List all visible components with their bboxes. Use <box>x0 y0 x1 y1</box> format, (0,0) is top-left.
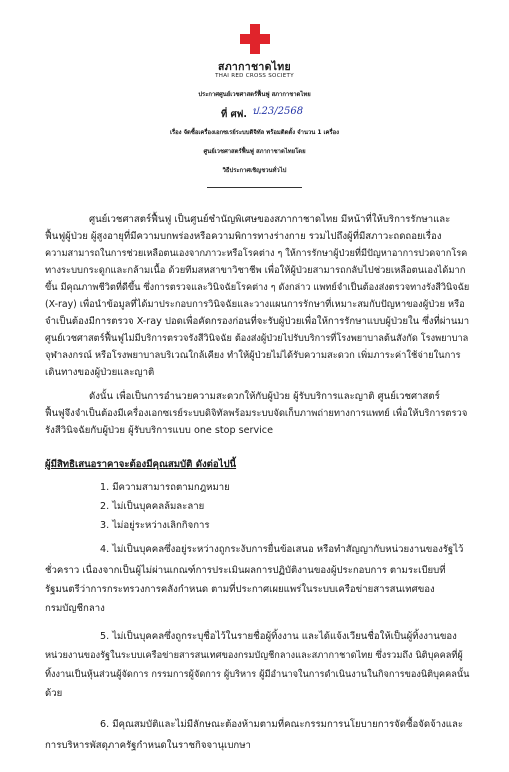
qualification-item-6-line: การบริหารพัสดุภาครัฐกำหนดในราชกิจจานุเบกษา <box>45 740 251 751</box>
para1-line: ขึ้น มีคุณภาพชีวิตที่ดีขึ้น ซึ่งการตรวจและวินิจฉัยโรคต่าง ๆ ดังกล่าว แพทย์จำเป็นต้องส่งตรวจทางรังสีวินิจฉัย <box>45 282 470 293</box>
header-divider <box>207 187 302 188</box>
para1-line: ฟื้นฟูผู้ป่วย ผู้สูงอายุที่มีความบกพร่องหรือความพิการทางร่างกาย รวมไปถึงผู้ที่มีสภาวะถดถอยเรื่อง <box>45 231 442 242</box>
announcement-issuer: ศูนย์เวชศาสตร์ฟื้นฟู สภากาชาดไทยโดย <box>203 149 306 155</box>
reference-number-handwritten: ป.23/2568 <box>252 106 304 117</box>
qualification-item-5-line: 5. ไม่เป็นบุคคลซึ่งถูกระบุชื่อไว้ในรายชื่อผู้ทิ้งงาน และได้แจ้งเวียนชื่อให้เป็นผู้ทิ้งงานของ <box>100 631 457 642</box>
para1-line: ทางระบบกระดูกและกล้ามเนื้อ ด้วยทีมสหสาขาวิชาชีพ เพื่อให้ผู้ป่วยสามารถกลับไปช่วยเหลือตนเองได้มาก <box>45 265 466 276</box>
para1-line: จุฬาลงกรณ์ หรือโรงพยาบาลบริเวณใกล้เคียง ทำให้ผู้ป่วยไม่ได้รับความสะดวก เพิ่มภาระค่าใช้จ่ายในการ <box>45 350 461 361</box>
procurement-method: วิธีประกาศเชิญชวนทั่วไป <box>222 168 287 174</box>
org-name-english: THAI RED CROSS SOCIETY <box>215 73 294 79</box>
para2-line: ฟื้นฟูจึงจำเป็นต้องมีเครื่องเอกซเรย์ระบบดิจิทัลพร้อมระบบจัดเก็บภาพถ่ายทางการแพทย์ เพื่อให้บริการตรวจ <box>45 408 468 419</box>
para1-line: (X-ray) เพื่อนำข้อมูลที่ได้มาประกอบการวินิจฉัยและวางแผนการรักษาที่เหมาะสมกับปัญหาของผู้ป่วย หรือ <box>45 299 465 310</box>
para1-line: ศูนย์เวชศาสตร์ฟื้นฟู เป็นศูนย์ชำนัญพิเศษของสภากาชาดไทย มีหน้าที่ให้บริการรักษาและ <box>89 214 451 225</box>
qualification-item-4-line: กรมบัญชีกลาง <box>45 603 105 614</box>
qualification-item-5-line: หน่วยงานของรัฐในระบบเครือข่ายสารสนเทศของกรมบัญชีกลางและสภากาชาดไทย ซึ่งรวมถึง นิติบุคคลที่ผู้ <box>45 650 463 661</box>
qualification-item: 2. ไม่เป็นบุคคลล้มละลาย <box>100 501 205 512</box>
qualification-item-4-line: รัฐมนตรีว่าการกระทรวงการคลังกำหนด ตามที่ประกาศเผยแพร่ในระบบเครือข่ายสารสนเทศของ <box>45 584 435 595</box>
para1-line: ศูนย์เวชศาสตร์ฟื้นฟูไม่มีบริการตรวจรังสีวินิจฉัย ต้องส่งผู้ป่วยไปรับบริการที่โรงพยาบาลต้นสังกัด โรงพยาบาล <box>45 333 469 344</box>
red-cross-icon <box>240 24 270 54</box>
reference-label: ที่ ศฟ. <box>221 109 247 120</box>
qualification-item-4-line: 4. ไม่เป็นบุคคลซึ่งอยู่ระหว่างถูกระงับการยื่นข้อเสนอ หรือทำสัญญากับหน่วยงานของรัฐไว้ <box>100 544 464 555</box>
announcement-subject: เรื่อง จัดซื้อเครื่องเอกซเรย์ระบบดิจิทัล พร้อมติดตั้ง จำนวน 1 เครื่อง <box>169 130 340 136</box>
qualification-item: 3. ไม่อยู่ระหว่างเลิกกิจการ <box>100 520 210 531</box>
qualification-item-5-line: ด้วย <box>45 688 63 699</box>
para2-line: ดังนั้น เพื่อเป็นการอำนวยความสะดวกให้กับผู้ป่วย ผู้รับบริการและญาติ ศูนย์เวชศาสตร์ <box>89 391 440 402</box>
qualification-item-5-line: ทิ้งงานเป็นหุ้นส่วนผู้จัดการ กรรมการผู้จัดการ ผู้บริหาร ผู้มีอำนาจในการดำเนินงานในกิจการของนิติบุคคลนั้น <box>45 669 470 680</box>
qualification-item-6-line: 6. มีคุณสมบัติและไม่มีลักษณะต้องห้ามตามที่คณะกรรมการนโยบายการจัดซื้อจัดจ้างและ <box>100 719 463 730</box>
para1-line: ความสามารถในการช่วยเหลือตนเองจากภาวะหรือโรคต่าง ๆ ให้การรักษาผู้ป่วยที่มีปัญหาอาการปวดจากโรค <box>45 248 468 259</box>
red-cross-horizontal-bar <box>240 34 270 44</box>
para1-line: จำเป็นต้องมีการตรวจ X-ray ปอดเพื่อคัดกรองก่อนที่จะรับผู้ป่วยเพื่อให้การรักษาแบบผู้ป่วยใน ซึ่งที่ผ่านมา <box>45 316 470 327</box>
qualifications-title: ผู้มีสิทธิเสนอราคาจะต้องมีคุณสมบัติ ดังต่อไปนี้ <box>45 459 237 470</box>
org-name-thai: สภากาชาดไทย <box>218 61 291 73</box>
qualification-item: 1. มีความสามารถตามกฎหมาย <box>100 482 230 493</box>
para1-line: เดินทางของผู้ป่วยและญาติ <box>45 367 155 378</box>
qualification-item-4-line: ชั่วคราว เนื่องจากเป็นผู้ไม่ผ่านเกณฑ์การประเมินผลการปฏิบัติงานของผู้ประกอบการ ตามระเบียบที่ <box>45 565 446 576</box>
para2-line: รังสีวินิจฉัยกับผู้ป่วย ผู้รับบริการแบบ one stop service <box>45 425 273 436</box>
announcement-title: ประกาศศูนย์เวชศาสตร์ฟื้นฟู สภากาชาดไทย <box>198 92 311 98</box>
